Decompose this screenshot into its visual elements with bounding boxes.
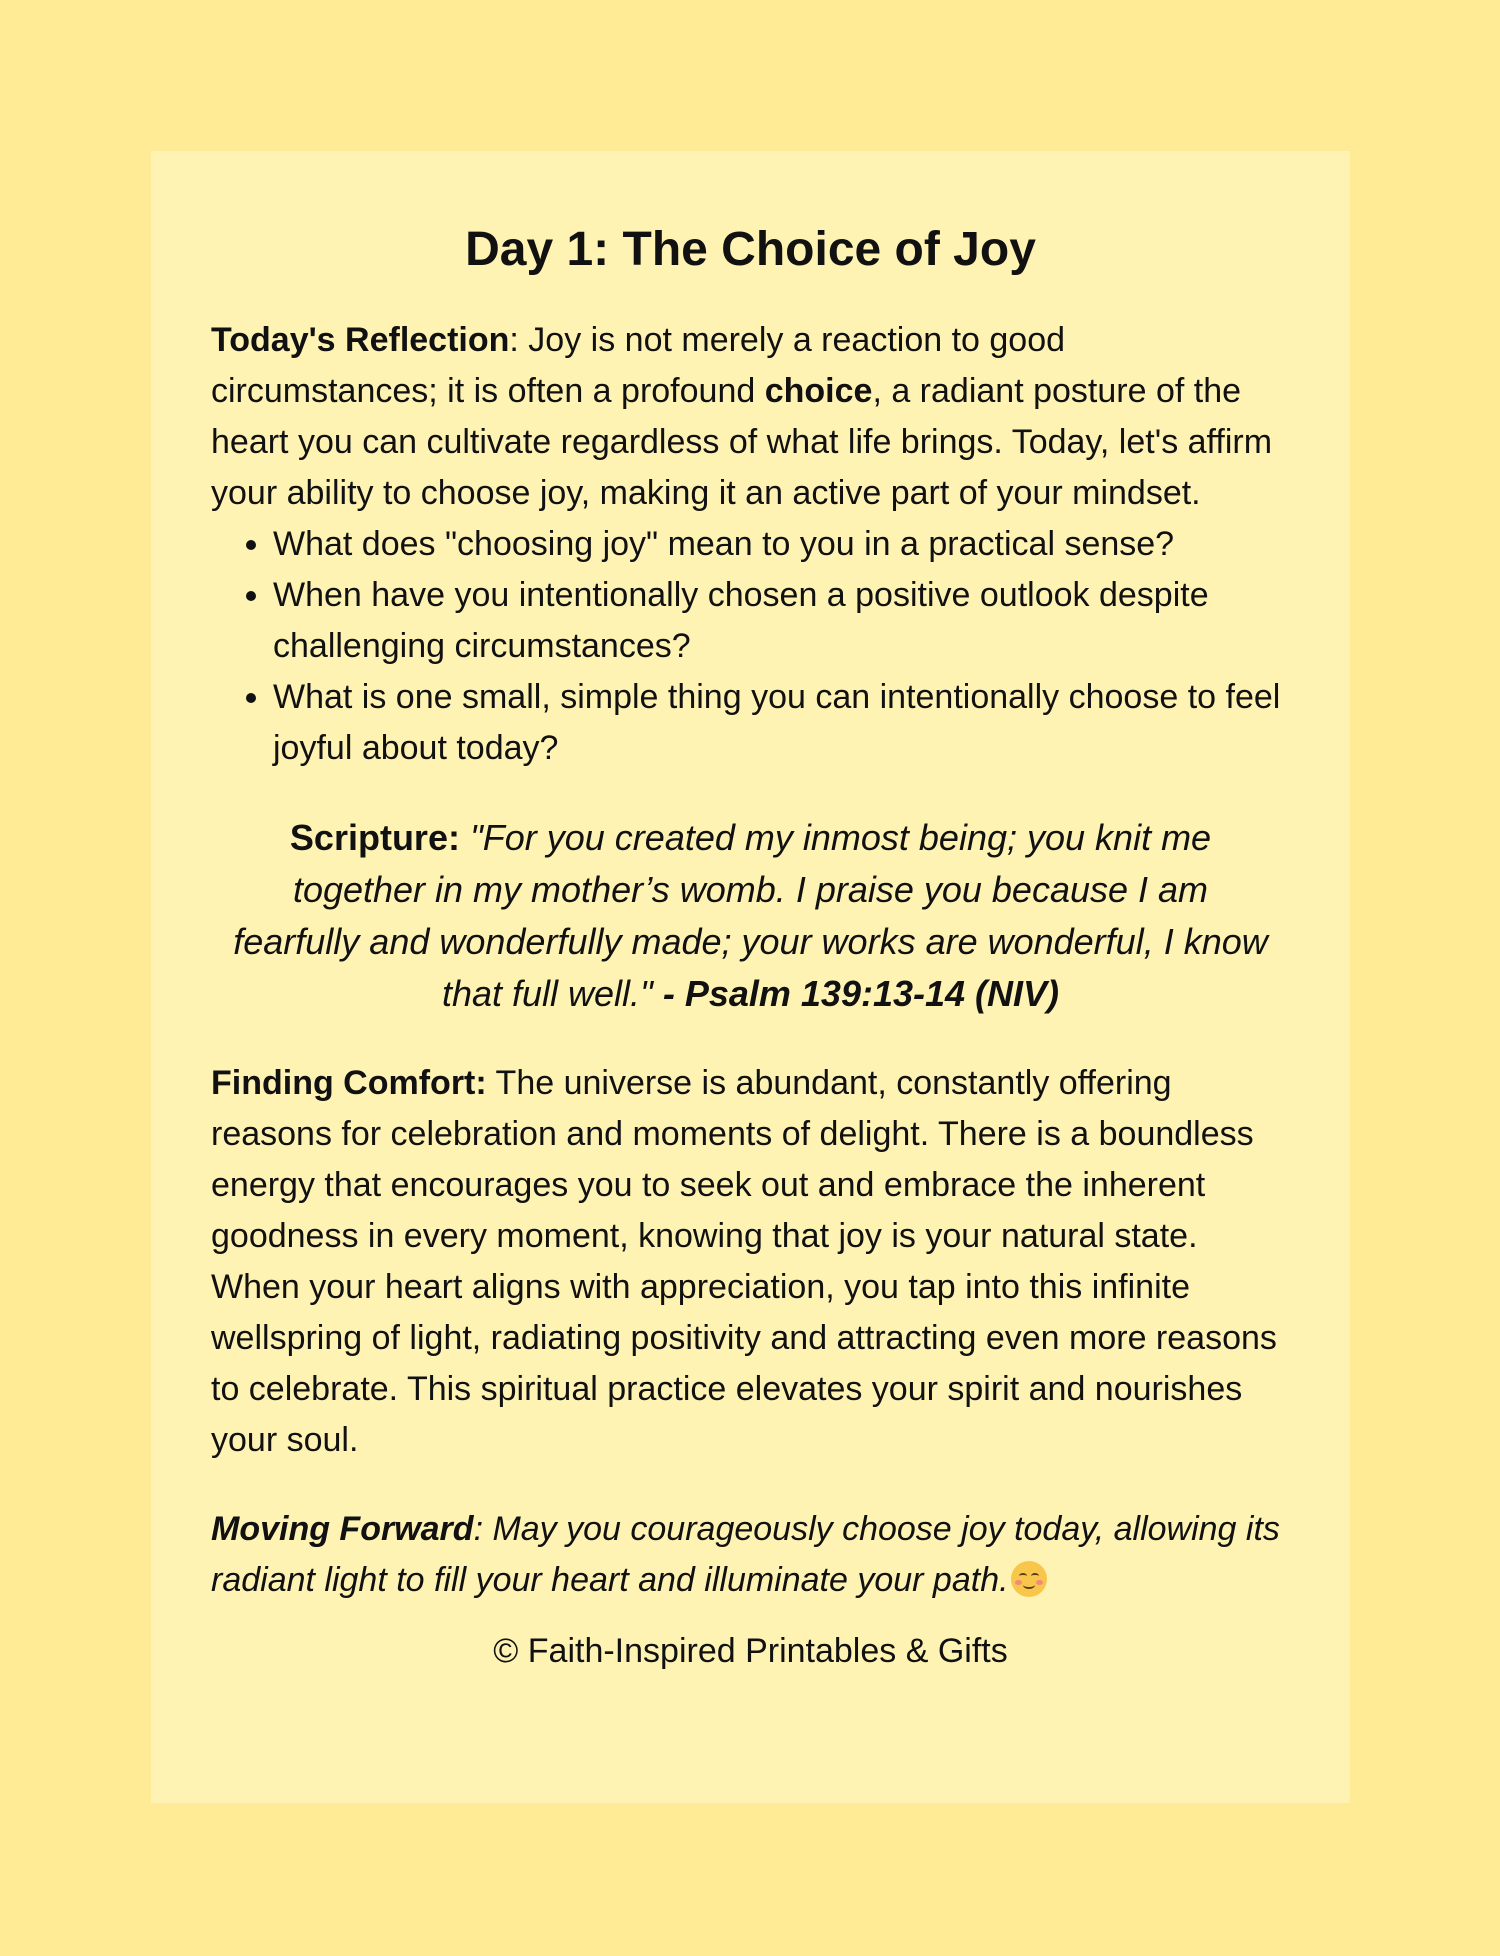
comfort-label: Finding Comfort: <box>211 1064 487 1103</box>
question-item: • What is one small, simple thing you can intentionally choose to feel joyful about today? <box>273 672 1290 774</box>
moving-forward-paragraph <box>211 1504 1290 1606</box>
copyright-footer: © Faith-Inspired Printables & Gifts <box>493 1632 1008 1671</box>
reflection-text-2: , a radiant posture of the heart you can cultivate regardless of what life brings. Today, let's affirm your ability to choose joy, making it an active part of your mindset. <box>211 371 1273 512</box>
scripture-reference: - Psalm 139:13-14 (NIV) <box>662 973 1060 1015</box>
reflection-paragraph <box>211 315 1290 519</box>
comfort-text: The universe is abundant, constantly offering reasons for celebration and moments of delight. There is a boundless energy that encourages you to seek out and embrace the inherent goodness in every moment, knowing that joy is your natural state. When your heart aligns with appreciation, you tap into this infinite wellspring of light, radiating positivity and attracting even more reasons to celebrate. This spiritual practice elevates your spirit and nourishes your soul. <box>211 1064 1277 1460</box>
scripture-block <box>211 812 1290 1021</box>
reflection-emphasis: choice <box>764 371 873 410</box>
scripture-label: Scripture: <box>289 816 460 858</box>
page-title: Day 1: The Choice of Joy <box>465 223 1036 276</box>
question-item: • What does "choosing joy" mean to you in a practical sense? <box>273 519 1290 570</box>
reflection-text-1: : Joy is not merely a reaction to good circumstances; it is often a profound <box>211 320 1066 410</box>
smiling-face-icon <box>1011 1561 1047 1597</box>
question-item: • When have you intentionally chosen a positive outlook despite challenging circumstances? <box>273 570 1290 672</box>
moving-forward-text: : May you courageously choose joy today, allowing its radiant light to fill your heart and illuminate your path. <box>211 1510 1280 1600</box>
scripture-quote: "For you created my inmost being; you knit me together in my mother’s womb. I praise you because I am fearfully and wonderfully made; your works are wonderful, I know that full well." <box>233 816 1268 1015</box>
reflection-label: Today's Reflection <box>211 320 510 359</box>
reflection-questions <box>211 519 1290 774</box>
moving-forward-label: Moving Forward <box>211 1510 474 1549</box>
devotional-card <box>151 151 1350 1803</box>
comfort-paragraph <box>211 1058 1290 1466</box>
